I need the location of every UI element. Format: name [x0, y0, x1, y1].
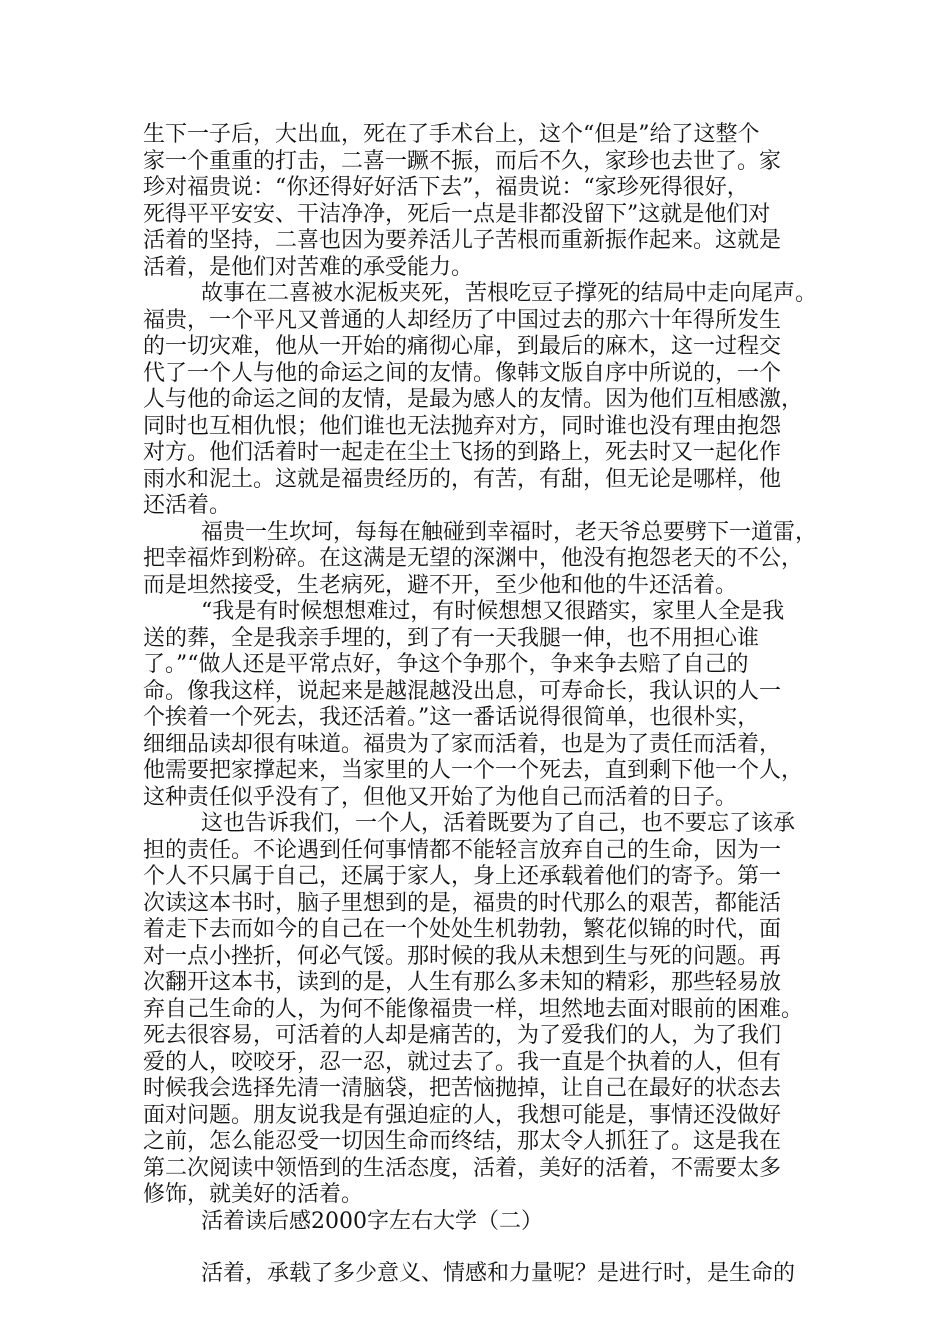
text-line: 把幸福炸到粉碎。在这满是无望的深渊中，他没有抱怨老天的不公， — [143, 546, 804, 571]
text-line: 福贵一生坎坷，每每在触碰到幸福时，老天爷总要劈下一道雷， — [201, 519, 818, 545]
text-line: 的一切灾难，他从一开始的痛彻心扉，到最后的麻木，这一过程交 — [143, 334, 782, 359]
text-line: 了。”“做人还是平常点好，争这个争那个，争来争去赔了自己的 — [143, 652, 749, 677]
text-line: 着走下去而如今的自己在一个处处生机勃勃，繁花似锦的时代，面 — [143, 917, 782, 942]
text-line: 面对问题。朋友说我是有强迫症的人，我想可能是，事情还没做好 — [143, 1102, 782, 1128]
text-line: 死去很容易，可活着的人却是痛苦的，为了爱我们的人，为了我们 — [143, 1023, 782, 1048]
text-line: 雨水和泥土。这就是福贵经历的，有苦，有甜，但无论是哪样，他 — [143, 466, 782, 492]
paragraph — [143, 520, 823, 600]
paragraph — [143, 811, 823, 1209]
text-line: 之前，怎么能忍受一切因生命而终结，那太令人抓狂了。这是我在 — [143, 1129, 782, 1154]
blank-line — [143, 1235, 823, 1261]
text-line: 个人不只属于自己，还属于家人，身上还承载着他们的寄予。第一 — [143, 864, 782, 889]
text-line: 对一点小挫折，何必气馁。那时候的我从未想到生与死的问题。再 — [143, 943, 782, 969]
text-line: 家一个重重的打击，二喜一蹶不振，而后不久，家珍也去世了。家 — [143, 148, 782, 174]
text-line: 修饰，就美好的活着。 — [143, 1182, 364, 1207]
text-line: 活着，承载了多少意义、情感和力量呢？是进行时，是生命的 — [201, 1261, 796, 1286]
text-line: 次翻开这本书，读到的是，人生有那么多未知的精彩，那些轻易放 — [143, 970, 782, 995]
text-line: 细细品读却很有味道。福贵为了家而活着，也是为了责任而活着， — [143, 731, 782, 757]
text-line: 时候我会选择先清一清脑袋，把苦恼抛掉，让自己在最好的状态去 — [143, 1076, 782, 1101]
document-page — [143, 122, 823, 1288]
text-line: 这种责任似乎没有了，但他又开始了为他自己而活着的日子。 — [143, 784, 738, 810]
paragraph — [143, 122, 823, 281]
paragraph — [143, 1261, 823, 1288]
text-line: 他需要把家撑起来，当家里的人一个一个死去，直到剩下他一个人， — [143, 758, 804, 783]
text-line: 个挨着一个死去，我还活着。”这一番话说得很简单，也很朴实， — [143, 705, 760, 730]
text-line: “我是有时候想想难过，有时候想想又很踏实，家里人全是我 — [201, 599, 785, 624]
text-line: 送的葬，全是我亲手埋的，到了有一天我腿一伸，也不用担心谁 — [143, 625, 760, 651]
text-line: 爱的人，咬咬牙，忍一忍，就过去了。我一直是个执着的人，但有 — [143, 1049, 782, 1075]
text-line: 福贵，一个平凡又普通的人却经历了中国过去的那六十年得所发生 — [143, 307, 782, 333]
text-line: 而是坦然接受，生老病死，避不开，至少他和他的牛还活着。 — [143, 572, 738, 598]
text-line: 死得平平安安、干洁净净，死后一点是非都没留下”这就是他们对 — [143, 201, 771, 227]
text-line: 命。像我这样，说起来是越混越没出息，可寿命长，我认识的人一 — [143, 678, 782, 704]
text-line: 活着，是他们对苦难的承受能力。 — [143, 254, 474, 280]
text-line: 同时也互相仇恨；他们谁也无法抛弃对方，同时谁也没有理由抱怨 — [143, 413, 782, 439]
text-line: 担的责任。不论遇到任何事情都不能轻言放弃自己的生命，因为一 — [143, 837, 782, 863]
section-title: 活着读后感2000字左右大学（二） — [201, 1208, 543, 1234]
text-line: 珍对福贵说：“你还得好好活下去”，福贵说：“家珍死得很好， — [143, 175, 749, 200]
text-line: 活着的坚持，二喜也因为要养活儿子苦根而重新振作起来。这就是 — [143, 228, 782, 253]
text-line: 弃自己生命的人，为何不能像福贵一样，坦然地去面对眼前的困难。 — [143, 996, 804, 1022]
text-line: 对方。他们活着时一起走在尘土飞扬的到路上，死去时又一起化作 — [143, 440, 782, 465]
text-line: 故事在二喜被水泥板夹死，苦根吃豆子撑死的结局中走向尾声。 — [201, 281, 818, 306]
text-line: 第二次阅读中领悟到的生活态度，活着，美好的活着，不需要太多 — [143, 1155, 782, 1181]
text-line: 生下一子后，大出血，死在了手术台上，这个“但是”给了这整个 — [143, 122, 760, 147]
text-line: 代了一个人与他的命运之间的友情。像韩文版自序中所说的，一个 — [143, 360, 782, 386]
text-line: 人与他的命运之间的友情，是最为感人的友情。因为他们互相感激， — [143, 387, 804, 412]
text-line: 还活着。 — [143, 493, 232, 518]
text-line: 次读这本书时，脑子里想到的是，福贵的时代那么的艰苦，都能活 — [143, 890, 782, 916]
text-line: 这也告诉我们，一个人，活着既要为了自己，也不要忘了该承 — [201, 811, 796, 836]
paragraph — [143, 281, 823, 520]
paragraph — [143, 599, 823, 811]
